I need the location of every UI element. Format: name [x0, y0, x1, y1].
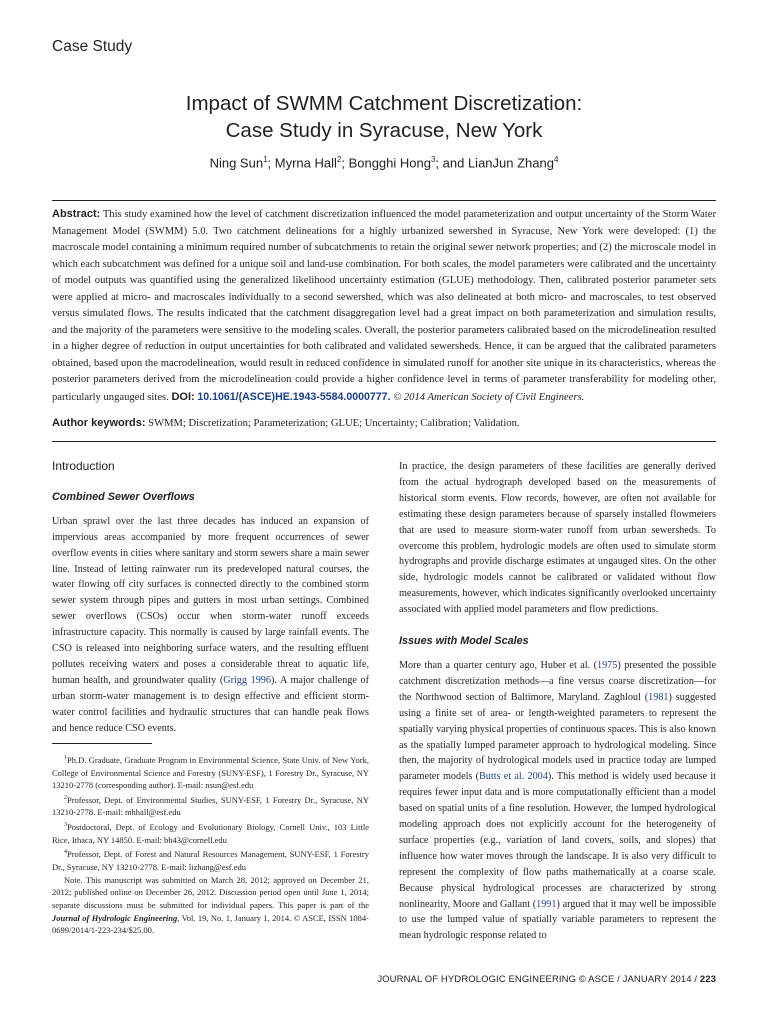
author-name: Bongghi Hong — [348, 155, 431, 171]
footnote-mark: 2 — [64, 794, 67, 801]
footnote — [52, 846, 369, 873]
paragraph-text: ). This method is widely used because it requires fewer input data and is more computationally efficient than a model based on spatial units of a fine resolution. However, the lumped hydrological modeling approach does not explicitly account for the heterogeneity of surface properties (e.g., variation of land covers, soils, and slopes) that influence how water moves through the landscape. It is also very difficult to represent the complexity of flow paths mathematically at a coarse scale. Because physical hydrological processes are characterized by strong nonlinearity, Moore and Gallant ( — [399, 771, 717, 910]
submission-note — [52, 874, 369, 938]
author-name: Ning Sun — [209, 155, 264, 171]
title-line-2: Case Study in Syracuse, New York — [225, 119, 543, 142]
author-affiliation-mark: 2 — [336, 155, 342, 164]
author-affiliation-mark: 1 — [263, 155, 268, 164]
paragraph: In practice, the design parameters of these facilities are generally derived from the actual hydrograph developed based on the measurements of historical storm events. Flow records, however, are often not available for estimating these design parameters because of sparsely installed flowmeters that are used to measure storm-water runoff from urban sewersheds. To overcome this problem, hydrologic models are often used to simulate storm hydrographs and provide discharge estimates at ungauged sites. On the other side, hydrologic models cannot be calibrated or validated without flow measurements, however, which indicates significantly overlooked uncertainty associated with applied model parameters and flow predictions. — [399, 461, 717, 616]
author-name: LianJun Zhang — [467, 155, 554, 171]
footnote — [52, 752, 369, 792]
abstract-top-rule — [52, 200, 716, 201]
abstract — [52, 206, 716, 406]
keywords-bottom-rule — [52, 441, 716, 442]
paragraph — [52, 514, 369, 737]
footnote-rule — [52, 743, 152, 744]
citation-link[interactable]: 1975 — [596, 659, 618, 671]
paragraph-text: ) argued that it may well be impossible to use the lumped value of spatially variable parameters to represent the mean hydrologic response related to — [399, 898, 716, 942]
journal-name: Journal of Hydrologic Engineering — [52, 912, 178, 923]
citation-link[interactable]: 1981 — [648, 691, 669, 703]
author-separator: ; — [341, 155, 349, 171]
paragraph-text: More than a quarter century ago, Huber et al. ( — [399, 659, 597, 671]
footnote-mark: 4 — [64, 849, 67, 856]
footnote — [52, 792, 369, 819]
paragraph — [399, 658, 716, 944]
paragraph-text: ) suggested using a finite set of area- or length-weighted parameters to represent the spatially varying physical properties of continuous spaces. This is also known as the spatially lumped parameter approach to hydrological modeling. Since then, the majority of hydrological models used in practice today are lumped parameter models ( — [399, 691, 716, 783]
article-type-label: Case Study — [52, 38, 133, 55]
footnote-text: Professor, Dept. of Forest and Natural Resources Management, SUNY-ESF, 1 Forestry Dr., Syracuse, NY 13210-2778. E-mail: lizhang@esf.edu — [52, 849, 369, 872]
copyright-notice: © 2014 American Society of Civil Engineers. — [393, 391, 585, 403]
page-number: 223 — [699, 974, 716, 985]
footer-text: JOURNAL OF HYDROLOGIC ENGINEERING © ASCE / JANUARY 2014 / — [377, 974, 700, 985]
keywords-label: Author keywords: — [52, 417, 146, 429]
footnotes — [52, 752, 369, 937]
left-column — [52, 459, 369, 737]
footnote-mark: 3 — [64, 822, 67, 829]
footnote — [52, 819, 369, 846]
page-footer — [377, 974, 716, 985]
subsection-heading-cso: Combined Sewer Overflows — [52, 490, 195, 503]
note-text: Note. This manuscript was submitted on March 28, 2012; approved on December 21, 2012; published online on December 26, 2012. Discussion period open until June 1, 2014; separate discussions must be submitted for individual papers. This paper is part of the — [52, 874, 369, 911]
footnote-text: Ph.D. Graduate, Graduate Program in Environmental Science, State Univ. of New York, College of Environmental Science and Forestry (SUNY-ESF), 1 Forestry Dr., Syracuse, NY 13210-2778 (corresponding author). E-mail: nsun@esf.edu — [52, 754, 369, 791]
paragraph-text: Urban sprawl over the last three decades has induced an expansion of impervious areas accompanied by more frequent occurrences of sewer overflow events in cities where sanitary and storm sewers share a main sewer line. Instead of letting rainwater run its predeveloped natural courses, the water flowing off city surfaces is connected directly to the combined storm sewer system through pipes and gutters in most urban settings. Combined sewer overflows (CSOs) occur when storm-water runoff exceeds infrastructure capacity. This normally is caused by large rainfall events. The CSO is released into neighboring surface waters, and the resulting effluent pollutes receiving waters and poses a considerable threat to aquatic life, human health, and groundwater quality ( — [52, 515, 369, 686]
footnote-text: Postdoctoral, Dept. of Ecology and Evolutionary Biology, Cornell Univ., 103 Little Rice, Ithaca, NY 14850. E-mail: bh43@cornell.edu — [52, 822, 369, 845]
subsection-heading-model-scales: Issues with Model Scales — [399, 635, 529, 648]
author-affiliation-mark: 4 — [553, 155, 559, 164]
abstract-label: Abstract: — [52, 208, 101, 220]
citation-link[interactable]: 1991 — [536, 898, 557, 910]
author-separator: ; — [267, 155, 275, 171]
citation-link[interactable]: Grigg 1996 — [223, 674, 271, 686]
doi-link[interactable]: 10.1061/(ASCE)HE.1943-5584.0000777. — [197, 390, 391, 403]
title-line-1: Impact of SWMM Catchment Discretization: — [185, 92, 583, 115]
footnote-mark: 1 — [64, 755, 67, 761]
footnote-text: Professor, Dept. of Environmental Studies, SUNY-ESF, 1 Forestry Dr., Syracuse, NY 13210-2778. E-mail: mhhall@esf.edu — [52, 794, 369, 818]
section-heading-introduction: Introduction — [52, 459, 115, 473]
author-name: Myrna Hall — [274, 155, 337, 171]
author-affiliation-mark: 3 — [430, 155, 436, 164]
author-separator: ; and — [435, 155, 468, 171]
note-text: , Vol. 19, No. 1, January 1, 2014. © ASCE, ISSN 1084-0699/2014/1-223-234/$25.00. — [52, 912, 369, 936]
author-list — [60, 155, 708, 170]
abstract-text: This study examined how the level of catchment discretization influenced the model parameterization and output uncertainty of the Storm Water Management Model (SWMM) 5.0. Two catchment delineations for a highly urbanized sewershed in Syracuse, New York were developed: (1) the macroscale model containing a minimum required number of subcatchments to retain the original sewer network properties; and (2) the microscale model in which each subcatchment was defined for a unique soil and land-use combination. For both scales, the model parameters were calibrated and the uncertainty of model outputs was quantified using the generalized likelihood uncertainty estimation (GLUE) methodology. Then, calibrated posterior parameter sets were applied at micro- and macroscales individually to a second sewershed, which was also delineated at both micro- and macroscales, to test observed versus simulated flows. The results indicated that the catchment disaggregation level had a great impact on both parameterization and simulation results, and the majority of the parameters were sensitive to the modeling scales. Overall, the posterior parameters calibrated based on the microdelineation resulted in a higher degree of reduction in output uncertainties for both calibrated and validated sewersheds. Hence, it can be argued that the calibrated parameters obtained, based upon the macrodelineation, would result in reduced confidence in simulated runoff for another site unique in its characteristics, whereas the posterior parameters derived from the microdelineation could provide a higher confidence level in terms of parameter transferability for modeling other, particularly ungauged sites. — [52, 209, 716, 403]
right-column — [399, 459, 716, 944]
paper-title — [60, 90, 708, 144]
citation-link[interactable]: Butts et al. 2004 — [479, 771, 548, 783]
paragraph-text: ) presented the possible catchment discretization methods—a fine versus coarse discretization—for the Northwood section of Baltimore, Maryland. Zaghloul ( — [399, 659, 716, 703]
keywords-text: SWMM; Discretization; Parameterization; GLUE; Uncertainty; Calibration; Validation. — [148, 418, 520, 429]
doi-label: DOI: — [171, 390, 195, 403]
author-keywords — [52, 417, 716, 429]
paragraph-text: ). A major challenge of urban storm-water management is to design effective and efficient storm-water control facilities and hydraulic structures that can handle peak flows and hence reduce CSO events. — [52, 674, 369, 734]
